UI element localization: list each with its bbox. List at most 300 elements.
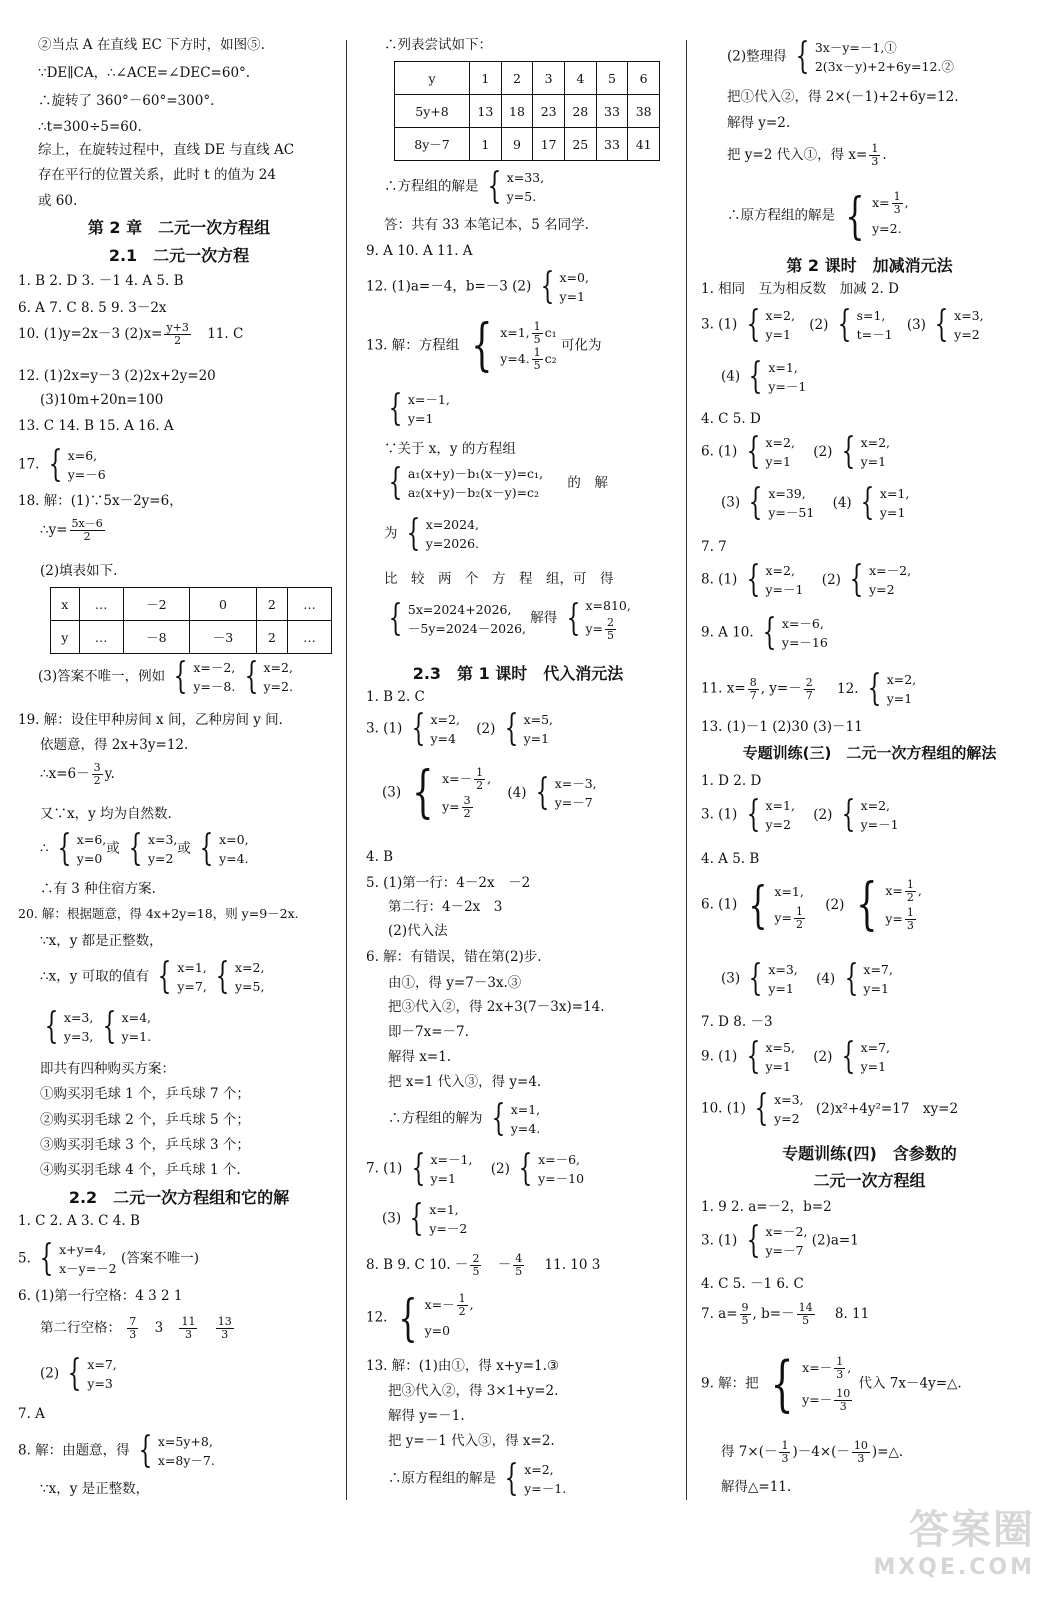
answer-line [721, 358, 806, 396]
answer-line: 1. 相同 互为相反数 加减 2. D [701, 281, 899, 297]
equation-system: { x=－6, y=－16 [762, 612, 828, 653]
table-row [395, 128, 660, 161]
equation-part: y=－ [802, 1392, 833, 1407]
answer-line: 1. D 2. D [701, 773, 762, 789]
answer-text: 3. (1) [701, 806, 738, 823]
answer-line [40, 762, 115, 787]
equation [885, 905, 922, 933]
answer-text: (4) [832, 494, 852, 511]
equation: x=3, [774, 1092, 804, 1107]
denominator: 3 [857, 1452, 865, 1465]
answer-line [701, 1090, 958, 1128]
answer-text: (答案不唯一) [120, 1250, 199, 1267]
table-row [395, 95, 660, 128]
answer-line [384, 168, 544, 206]
equation: x=1, [768, 360, 798, 375]
watermark-url: MXQE.COM [873, 1555, 1035, 1580]
column-3 [697, 0, 1042, 1600]
section-title: 专题训练(三) 二元一次方程组的解法 [742, 744, 997, 762]
numerator: 1 [871, 142, 879, 155]
answer-line: ∴有 3 种住宿方案. [40, 881, 156, 897]
answer-text: (3) [382, 1210, 402, 1227]
answer-line [727, 143, 887, 168]
answer-line [18, 1240, 199, 1278]
answer-text: (3)答案不唯一，例如 [38, 668, 166, 685]
answer-text: 12. [837, 680, 859, 697]
answer-line: 1. B 2. C [366, 689, 425, 705]
answer-line [701, 1038, 890, 1076]
equation [802, 1384, 854, 1416]
equation: y=2026. [425, 536, 480, 551]
answer-text: (4) [721, 368, 741, 385]
answer-line: 依题意，得 2x+3y=12. [40, 737, 189, 753]
denominator: 3 [184, 1328, 192, 1341]
equation: y=4. [219, 851, 249, 866]
answer-text: ∴方程组的解是 [384, 178, 479, 195]
answer-line [388, 1100, 540, 1138]
table-cell: 2 [501, 62, 533, 95]
fraction [804, 677, 815, 702]
numerator: y+3 [166, 321, 189, 334]
equation: x=33, [506, 170, 545, 185]
equation: x=39, [768, 486, 806, 501]
fraction [532, 347, 543, 372]
column-1 [18, 0, 340, 1600]
equation-system: { x=1, y=4. [491, 1098, 541, 1139]
equation: x=－2, [765, 1224, 808, 1239]
equation: y=2. [872, 221, 902, 236]
equation [586, 617, 631, 642]
equation: x+y=4, [59, 1242, 107, 1257]
fraction [462, 795, 473, 820]
denominator: 5 [607, 629, 615, 642]
equation-system: { x=－ $\frac{1}{2}$ , y=0 [398, 1289, 474, 1347]
text-line: 或 60. [38, 193, 78, 209]
answer-text: ∴ [40, 840, 49, 857]
fraction [740, 1302, 751, 1327]
answer-text: 为 [384, 525, 398, 542]
equation: x=8y－7. [157, 1453, 215, 1468]
answer-text: , y=－ [760, 680, 802, 697]
numerator: 1 [533, 346, 541, 359]
equation: x=3, [147, 832, 178, 847]
answer-line [701, 433, 890, 471]
denominator: 7 [805, 688, 813, 702]
equation-part: y= [774, 910, 792, 925]
numerator: 1 [906, 878, 914, 891]
fraction [797, 1302, 815, 1327]
equation: x=2, [263, 660, 293, 675]
answer-text: 11. 10 3 [544, 1257, 601, 1273]
equation: 3x－y=－1,① [814, 40, 897, 55]
equation: y=3, [63, 1029, 94, 1044]
equation-system: { x=－2, y=－7 [746, 1220, 808, 1261]
table-cell: 0 [190, 588, 257, 621]
answer-text: ∴x=6－ [40, 766, 90, 782]
equation: x=－2, [869, 563, 912, 578]
fraction [605, 617, 616, 642]
answer-line: 答：共有 33 本笔记本，5 名同学. [384, 217, 589, 233]
answer-line: 13. C 14. B 15. A 16. A [18, 418, 174, 434]
table-cell: x [51, 588, 80, 621]
table-row [395, 62, 660, 95]
equation: x=1, [429, 1202, 459, 1217]
denominator: 3 [836, 1368, 844, 1381]
answer-line: 6. 解：有错误，错在第(2)步. [366, 949, 542, 965]
table-cell: 5 [596, 62, 628, 95]
equation: x=3, [768, 962, 798, 977]
fraction [852, 1440, 870, 1465]
equation: y=－2 [429, 1221, 468, 1236]
table-cell: 33 [596, 95, 628, 128]
equation: x=2, [886, 672, 917, 687]
watermark [873, 1498, 1035, 1580]
answer-text: (2) [40, 1365, 60, 1382]
equation-part: x=－ [802, 1360, 833, 1375]
table-cell: 1 [470, 128, 502, 161]
answer-text: (3) [721, 494, 741, 511]
equation-system: { x=2, y=－1. [504, 1458, 567, 1499]
equation-system: { x=1, y=－2 [410, 1198, 468, 1239]
text-line: ∴列表尝试如下： [384, 37, 492, 53]
fraction [748, 677, 759, 702]
answer-line: 解得 y=－1. [388, 1408, 465, 1424]
answer-line [40, 1316, 236, 1341]
table-cell: 5y+8 [395, 95, 470, 128]
answer-text: 9. (1) [701, 1048, 738, 1065]
denominator: 2 [174, 334, 182, 347]
text-line: ∴旋转了 360°－60°=300°. [38, 93, 215, 109]
equation: y=5, [235, 979, 265, 994]
equation: y=－7 [554, 795, 593, 810]
equation: y=－1 [860, 817, 899, 832]
equation-system: { x=－6, y=－10 [518, 1148, 585, 1189]
answer-text: 或 [177, 840, 191, 857]
answer-line [727, 187, 909, 245]
denominator: 5 [533, 359, 541, 372]
table-cell: … [79, 588, 123, 621]
equation: x=3, [954, 308, 984, 323]
numerator: 5x－6 [71, 517, 103, 530]
equation: t=－1 [856, 327, 893, 342]
answer-text: 6. (1) [701, 896, 738, 913]
answer-text: ∴原方程组的解是 [388, 1470, 496, 1487]
answer-text: ∴方程组的解为 [388, 1110, 483, 1127]
equation: y=1 [765, 327, 791, 342]
equation: y=－7 [765, 1243, 804, 1258]
answer-line: ∵x，y 是正整数， [40, 1481, 150, 1497]
table-cell: 13 [470, 95, 502, 128]
answer-line: 12. (1)2x=y－3 (2)2x+2y=20 [18, 368, 216, 384]
answer-line: 解得 y=2. [727, 115, 791, 131]
equation-system: { x=5, y=1 [504, 708, 554, 749]
text-line: ②当点 A 在直线 EC 下方时，如图⑤. [38, 37, 265, 53]
equation: y=2 [954, 327, 980, 342]
numerator: 9 [741, 1301, 749, 1314]
answer-text: 10. (1)y=2x－3 (2)x= [18, 326, 163, 342]
table-cell: 17 [533, 128, 565, 161]
table-cell: －8 [123, 621, 190, 654]
fraction [834, 1356, 845, 1381]
equation: x=5, [765, 1040, 795, 1055]
numerator: 3 [93, 761, 101, 774]
answer-line [701, 306, 984, 344]
table-cell: 38 [628, 95, 660, 128]
equation: x－y=－2 [59, 1261, 117, 1276]
answer-line: 即共有四种购买方案： [40, 1061, 175, 1077]
equation: y=4. [510, 1121, 541, 1136]
denominator: 5 [741, 1314, 749, 1327]
answer-text: 11. C [207, 326, 244, 342]
answer-text: (2) [813, 806, 833, 823]
text-line: 综上，在旋转过程中，直线 DE 与直线 AC [38, 142, 295, 158]
numerator: 2 [472, 1252, 480, 1265]
equation-part: , [904, 195, 909, 210]
table-cell: 33 [596, 128, 628, 161]
answer-line: 7. 7 [701, 539, 727, 555]
equation: y=2 [869, 582, 895, 597]
equation-system: { x=1, y=2 [746, 794, 795, 835]
question-number: 17. [18, 456, 40, 473]
equation-system: { x=0, y=1 [540, 266, 589, 307]
equation-system: { x= $\frac{1}{2}$ , y= $\frac{1}{3}$ [855, 872, 922, 937]
equation: y=3 [87, 1376, 113, 1391]
table-row [51, 588, 332, 621]
answer-text: , b=－ [752, 1306, 795, 1322]
answer-text: (2)整理得 [727, 48, 787, 65]
equation-part: x=－ [442, 771, 473, 786]
equation-system: { x=39, y=－51 [749, 482, 815, 523]
equation-part: x= [885, 883, 903, 898]
answer-line [366, 1150, 584, 1188]
table-cell: 8y－7 [395, 128, 470, 161]
answer-line [701, 561, 911, 599]
equation-system: { x= $\frac{1}{3}$ , y=2. [845, 187, 909, 245]
answer-text: )=△. [871, 1444, 904, 1460]
answer-text: 把 y=2 代入①，得 x= [727, 147, 868, 163]
equation-part: x= [872, 195, 890, 210]
equation-system: { 5x=2024+2026, －5y=2024－2026, [388, 597, 526, 639]
equation [802, 1352, 854, 1384]
fraction [905, 879, 916, 904]
answer-text: － [497, 1257, 512, 1273]
denominator: 3 [781, 1452, 789, 1465]
answer-text: (3) [906, 316, 926, 333]
answer-text: 8. B 9. C 10. － [366, 1257, 469, 1273]
fraction [470, 1253, 481, 1278]
answer-text: 9. 解：把 [701, 1375, 759, 1392]
equation-system: { x=－1, y=1 [411, 1148, 473, 1189]
numerator: 10 [853, 1439, 868, 1452]
numerator: 4 [515, 1252, 523, 1265]
equation [885, 877, 922, 905]
answer-line: 7. A [18, 1406, 45, 1422]
answer-text: (2)x²+4y²=17 xy=2 [815, 1100, 959, 1117]
denominator: 2 [463, 807, 471, 820]
equation-system: { x=810, y= $\frac{2}{5}$ [562, 595, 631, 642]
answer-line: ∵关于 x，y 的方程组 [384, 441, 516, 457]
answer-text: 3. (1) [701, 1232, 738, 1249]
section-title: 2.2 二元一次方程组和它的解 [68, 1188, 290, 1207]
text-line: ∵DE∥CA，∴∠ACE=∠DEC=60°. [38, 65, 251, 81]
equation: y=2 [774, 1111, 800, 1126]
answer-line: 6. A 7. C 8. 5 9. 3－2x [18, 300, 167, 316]
equation: x=2, [860, 798, 891, 813]
denominator: 3 [839, 1400, 847, 1413]
watermark-logo-text: 答案圈 [909, 1507, 1035, 1553]
denominator: 2 [83, 530, 91, 543]
equation: y=1 [879, 505, 906, 520]
fraction [70, 518, 105, 543]
equation: y=7, [177, 979, 207, 994]
answer-line [727, 38, 954, 76]
equation-system: { x=2, y=1 [841, 431, 891, 472]
answer-text: 8. 11 [834, 1306, 870, 1322]
question-number: 5. [18, 1250, 31, 1267]
answer-line [384, 515, 479, 553]
answer-line: 即－7x=－7. [388, 1024, 469, 1040]
equation: y=1 [860, 1059, 887, 1074]
answer-line [40, 830, 249, 868]
fraction [869, 143, 880, 168]
fraction [834, 1388, 852, 1413]
equation-system: { x=2, y=2. [244, 656, 293, 697]
numerator: 13 [217, 1315, 232, 1328]
numerator: 1 [533, 320, 541, 333]
equation: y=－51 [768, 505, 815, 520]
numerator: 1 [781, 1439, 789, 1452]
denominator: 2 [795, 918, 803, 931]
equation: x=2, [765, 308, 795, 323]
equation-system: { x=2, y=4 [411, 708, 460, 749]
equation-system: { x=2, y=1 [746, 304, 795, 345]
table-cell: 9 [501, 128, 533, 161]
fraction [92, 762, 103, 787]
answer-text: (2) [809, 316, 829, 333]
fraction [164, 322, 190, 347]
equation-system: { x=－1, y=1 [388, 388, 450, 429]
numerator: 1 [893, 190, 901, 203]
denominator: 2 [93, 774, 101, 787]
table-cell: －3 [190, 621, 257, 654]
answer-line [701, 1222, 859, 1260]
equation [872, 190, 909, 216]
numerator: 1 [476, 766, 484, 779]
answer-line [701, 796, 899, 834]
answer-line [384, 390, 450, 428]
equation-system: { x=4, y=1. [102, 1006, 152, 1047]
column-divider-1 [346, 40, 347, 1500]
answer-line: 4. C 5. －1 6. C [701, 1276, 804, 1292]
numerator: 7 [129, 1315, 137, 1328]
equation-system: { s=1, t=－1 [837, 304, 893, 345]
fraction [905, 907, 916, 932]
answer-line: 4. B [366, 849, 394, 865]
table-cell: … [287, 621, 331, 654]
equation: x=2, [430, 712, 460, 727]
table-cell: 18 [501, 95, 533, 128]
trial-table [394, 61, 660, 161]
table-cell: 3 [533, 62, 565, 95]
equation: x=6, [67, 448, 98, 463]
table-cell: 41 [628, 128, 660, 161]
equation: －5y=2024－2026, [407, 620, 526, 636]
equation-system: { x=5y+8, x=8y－7. [138, 1430, 215, 1471]
table-cell: 6 [628, 62, 660, 95]
answer-line: 比 较 两 个 方 程 组，可 得 [384, 571, 614, 587]
equation-system: { x=－2, y=2 [849, 559, 912, 600]
answer-text: 6. (1) [701, 443, 738, 460]
answer-line [366, 268, 589, 306]
equation-part: y=4. [500, 351, 530, 366]
table-cell: 23 [533, 95, 565, 128]
answer-line: 7. D 8. －3 [701, 1014, 773, 1030]
equation-system: { x=2, y=－1 [746, 559, 804, 600]
answer-text: 第二行空格： [40, 1320, 121, 1336]
equation-system: { x=2024, y=2026. [406, 513, 480, 554]
answer-line [18, 322, 243, 347]
equation: y=5. [506, 189, 537, 204]
answer-line [721, 484, 909, 522]
table-cell: y [395, 62, 470, 95]
numerator: 11 [181, 1315, 196, 1328]
equation: x=－1, [430, 1152, 473, 1167]
table-cell: 28 [564, 95, 596, 128]
equation-system: { x=3, y=3, [44, 1006, 94, 1047]
fraction [457, 1293, 468, 1318]
fraction [216, 1316, 234, 1341]
answer-text: 3. (1) [701, 316, 738, 333]
numerator: 1 [795, 905, 803, 918]
answer-text: y. [104, 766, 115, 782]
section-title: 2.3 第 1 课时 代入消元法 [412, 664, 624, 683]
equation-part: , [487, 771, 492, 786]
equation: y=1. [121, 1029, 152, 1044]
answer-line: 1. C 2. A 3. C 4. B [18, 1213, 140, 1229]
answer-line [384, 464, 608, 502]
text-line: ∴t=300÷5=60. [38, 119, 142, 135]
fraction [779, 1440, 790, 1465]
denominator: 3 [129, 1328, 137, 1341]
equation: a₁(x+y)－b₁(x－y)=c₁, [407, 466, 544, 481]
answer-text: 12. (1)a=－4，b=－3 (2) [366, 278, 532, 295]
answer-text: (2) [476, 720, 496, 737]
equation-system: { x=7, y=1 [841, 1036, 891, 1077]
answer-line: 解得 x=1. [388, 1049, 452, 1065]
equation: x=－6, [781, 616, 824, 631]
equation: y=0 [76, 851, 103, 866]
answer-line [701, 614, 828, 652]
answer-text: 13. 解：方程组 [366, 337, 460, 354]
answer-text: ∴x，y 可取的值有 [40, 968, 150, 985]
equation: y=1 [860, 454, 887, 469]
answer-text: 7. (1) [366, 1160, 403, 1177]
denominator: 5 [515, 1265, 523, 1278]
equation: x=2, [524, 1462, 554, 1477]
equation-part: , [917, 883, 922, 898]
section-title: 二元一次方程组 [813, 1171, 926, 1190]
denominator: 3 [906, 919, 914, 932]
answer-text: )－4×(－ [792, 1444, 850, 1460]
equation: x=2, [765, 435, 795, 450]
answer-text: ∴y= [40, 522, 68, 538]
answer-line [38, 658, 293, 696]
equation: x=5, [523, 712, 554, 727]
equation: y=－16 [781, 635, 828, 650]
equation: y=1 [886, 691, 913, 706]
section-title: 2.1 二元一次方程 [108, 246, 250, 265]
equation-system: { x=3, y=2 [128, 828, 178, 869]
